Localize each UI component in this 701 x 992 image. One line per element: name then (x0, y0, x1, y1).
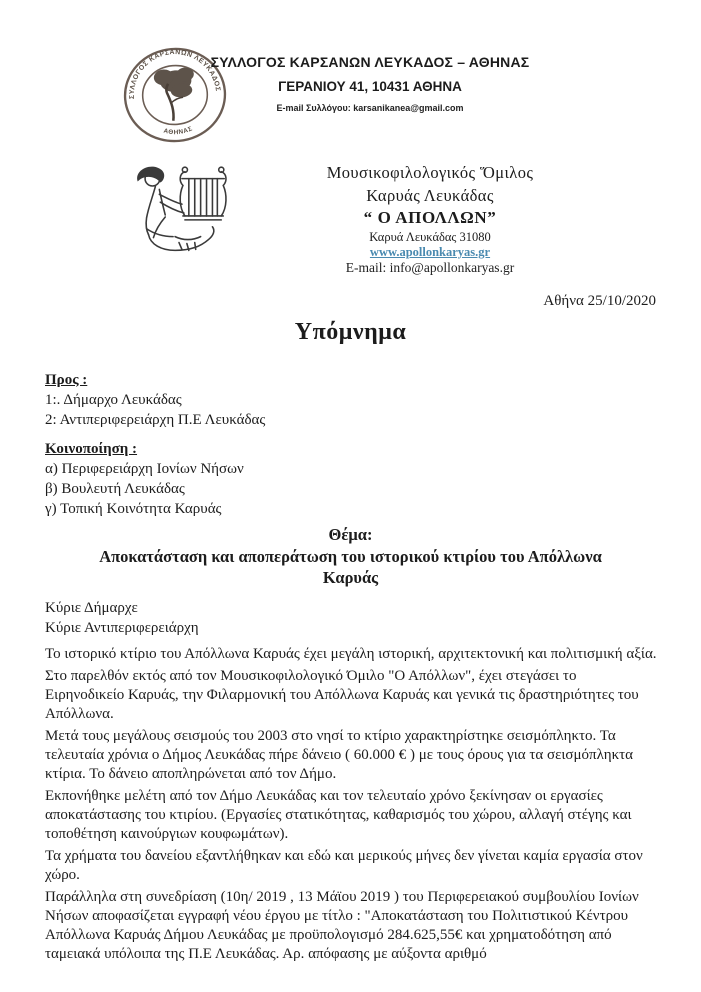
body-paragraph: Το ιστορικό κτίριο του Απόλλωνα Καρυάς έχει μεγάλη ιστορική, αρχιτεκτονική και πολιτισμική αξία. (45, 646, 657, 662)
cc-block (45, 439, 244, 519)
body-paragraph: Στο παρελθόν εκτός από τον Μουσικοφιλολογικό Όμιλο "Ο Απόλλων", έχει στεγάσει το Ειρηνοδικείο Καρυάς, την Φιλαρμονική του Απόλλωνα Καρυάς και γενικά τις δραστηριότητες του Απόλλωνα. (45, 668, 639, 722)
cc-item: γ) Τοπική Κοινότητα Καρυάς (45, 501, 222, 517)
seal-bottom-text: ΑΘΗΝΑΣ (162, 125, 194, 137)
club-name-line2: Καρυάς Λευκάδας (366, 186, 494, 205)
association-name: ΣΥΛΛΟΓΟΣ ΚΑΡΣΑΝΩΝ ΛΕΥΚΑΔΟΣ – ΑΘΗΝΑΣ (210, 54, 530, 70)
association-letterhead (195, 54, 545, 113)
subject-block (45, 524, 656, 588)
document-title: Υπόμνημα (294, 319, 407, 345)
cc-item: β) Βουλευτή Λευκάδας (45, 481, 185, 497)
salutation-block (45, 598, 199, 638)
salutation-line: Κύριε Αντιπεριφερειάρχη (45, 620, 199, 636)
association-email: E-mail Συλλόγου: karsanikanea@gmail.com (276, 103, 464, 113)
club-email: E-mail: info@apollonkaryas.gr (345, 260, 515, 275)
club-letterhead (250, 163, 610, 276)
svg-text:ΑΘΗΝΑΣ (162, 125, 194, 137)
cc-item: α) Περιφερειάρχη Ιονίων Νήσων (45, 461, 244, 477)
club-website-link[interactable]: www.apollonkaryas.gr (369, 245, 491, 259)
subject-text: Αποκατάσταση και αποπεράτωση του ιστορικού κτιρίου του Απόλλωνα Καρυάς (99, 547, 602, 587)
recipients-block (45, 370, 265, 430)
body-paragraph: Μετά τους μεγάλους σεισμούς του 2003 στο νησί το κτίριο χαρακτηρίστηκε σεισμόπληκτο. Τα τελευταία χρόνια ο Δήμος Λευκάδας πήρε δάνειο ( 60.000 € ) με τους όρους για τα σεισμόπληκτα κτίρια. Το δάνειο αποπληρώνεται από τον Δήμο. (45, 728, 634, 782)
association-address: ΓΕΡΑΝΙΟΥ 41, 10431 ΑΘΗΝΑ (278, 79, 462, 94)
recipient-item: 1:. Δήμαρχο Λευκάδας (45, 392, 182, 408)
subject-label: Θέμα: (328, 525, 373, 544)
recipients-heading: Προς : (45, 372, 88, 388)
salutation-line: Κύριε Δήμαρχε (45, 600, 138, 616)
letter-date: Αθήνα 25/10/2020 (543, 293, 656, 309)
recipient-item: 2: Αντιπεριφερειάρχη Π.Ε Λευκάδας (45, 412, 266, 428)
club-name-line1: Μουσικοφιλολογικός Ὅμιλος (326, 163, 534, 182)
olive-tree-icon (153, 67, 198, 122)
cc-heading: Κοινοποίηση : (45, 441, 138, 457)
apollo-lyre-icon (120, 161, 238, 267)
body-paragraph: Τα χρήματα του δανείου εξαντλήθηκαν και εδώ και μερικούς μήνες δεν γίνεται καμία εργασία στον χώρο. (45, 848, 643, 883)
club-address: Καρυά Λευκάδας 31080 (369, 230, 491, 244)
seal-top-text: ΣΥΛΛΟΓΟΣ ΚΑΡΣΑΝΩΝ ΛΕΥΚΑΔΟΣ (128, 48, 222, 100)
body-paragraph: Παράλληλα στη συνεδρίαση (10η/ 2019 , 13 Μάϊου 2019 ) του Περιφερειακού συμβουλίου Ιονίων Νήσων αποφασίζεται εγγραφή νέου έργου με τίτλο : "Αποκατάσταση του Πολιτιστικού Κέντρου Απόλλωνα Καρυάς Δήμου Λευκάδας με προϋπολογισμό 284.625,55€ και χρηματοδότηση από ταμειακά υπόλοιπα της Π.Ε Λευκάδας. Αρ. απόφασης με αύξοντα αριθμό (45, 889, 639, 962)
club-name-apollon: “ Ο ΑΠΟΛΛΩΝ” (363, 208, 497, 227)
letter-body (45, 645, 658, 967)
body-paragraph: Εκπονήθηκε μελέτη από τον Δήμο Λευκάδας και τον τελευταίο χρόνο ξεκίνησαν οι εργασίες αποκατάστασης του κτιρίου. (Εργασίες στατικότητας, καθαρισμός του χώρου, αλλαγή στέγης και τοποθέτηση καινούργιων κουφωμάτων). (45, 788, 632, 842)
